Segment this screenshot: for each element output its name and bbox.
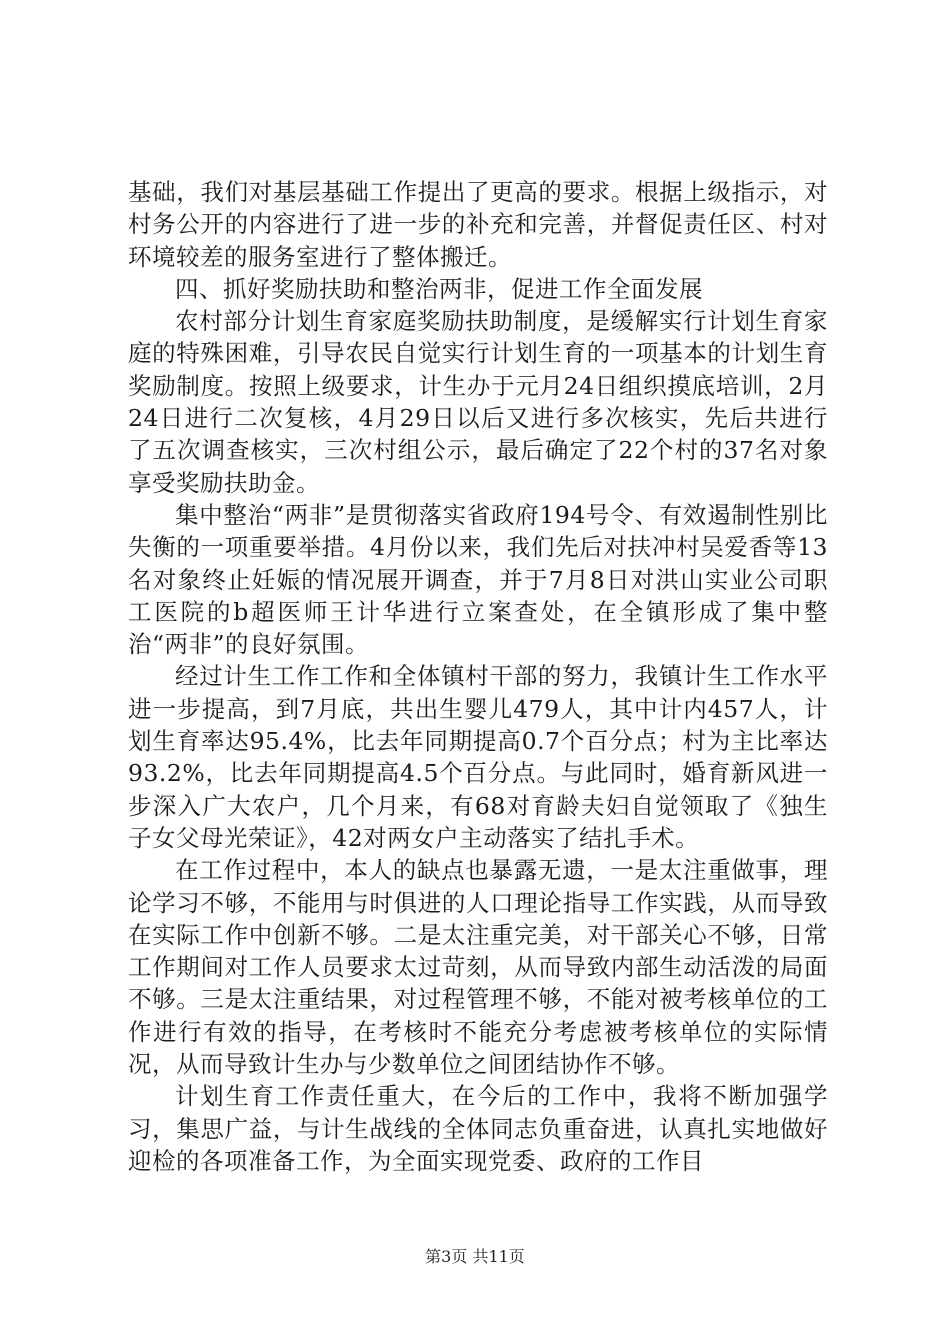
paragraph-future-plans: 计划生育工作责任重大，在今后的工作中，我将不断加强学习，集思广益，与计生战线的全体同志负重奋进，认真扎实地做好迎检的各项准备工作，为全面实现党委、政府的工作目 xyxy=(128,1082,828,1175)
page-footer: 第3页 共11页 xyxy=(425,1247,525,1266)
document-body xyxy=(128,176,828,1177)
section-heading: 四、抓好奖励扶助和整治两非，促进工作全面发展 xyxy=(175,274,703,303)
paragraph-continuation: 基础，我们对基层基础工作提出了更高的要求。根据上级指示，对村务公开的内容进行了进一步的补充和完善，并督促责任区、村对环境较差的服务室进行了整体搬迁。 xyxy=(128,178,828,271)
paragraph-reward-support: 农村部分计划生育家庭奖励扶助制度，是缓解实行计划生育家庭的特殊困难，引导农民自觉实行计划生育的一项基本的计划生育奖励制度。按照上级要求，计生办于元月24日组织摸底培训，2月24日进行二次复核，4月29日以后又进行多次核实，先后共进行了五次调查核实，三次村组公示，最后确定了22个村的37名对象享受奖励扶助金。 xyxy=(128,307,828,497)
paragraph-shortcomings: 在工作过程中，本人的缺点也暴露无遗，一是太注重做事，理论学习不够，不能用与时俱进的人口理论指导工作实践，从而导致在实际工作中创新不够。二是太注重完美，对干部关心不够，日常工作期间对工作人员要求太过苛刻，从而导致内部生动活泼的局面不够。三是太注重结果，对过程管理不够，不能对被考核单位的工作进行有效的指导，在考核时不能充分考虑被考核单位的实际情况，从而导致计生办与少数单位之间团结协作不够。 xyxy=(128,856,828,1079)
paragraph-two-illegal-rectification: 集中整治“两非”是贯彻落实省政府194号令、有效遏制性别比失衡的一项重要举措。4月份以来，我们先后对扶冲村吴爱香等13名对象终止妊娠的情况展开调查，并于7月8日对洪山实业公司职工医院的b超医师王计华进行立案查处，在全镇形成了集中整治“两非”的良好氛围。 xyxy=(128,500,828,659)
paragraph-achievements: 经过计生工作工作和全体镇村干部的努力，我镇计生工作水平进一步提高，到7月底，共出生婴儿479人，其中计内457人，计划生育率达95.4%，比去年同期提高0.7个百分点；村为主比率达93.2%，比去年同期提高4.5个百分点。与此同时，婚育新风进一步深入广大农户，几个月来，有68对育龄夫妇自觉领取了《独生子女父母光荣证》，42对两女户主动落实了结扎手术。 xyxy=(128,662,828,852)
